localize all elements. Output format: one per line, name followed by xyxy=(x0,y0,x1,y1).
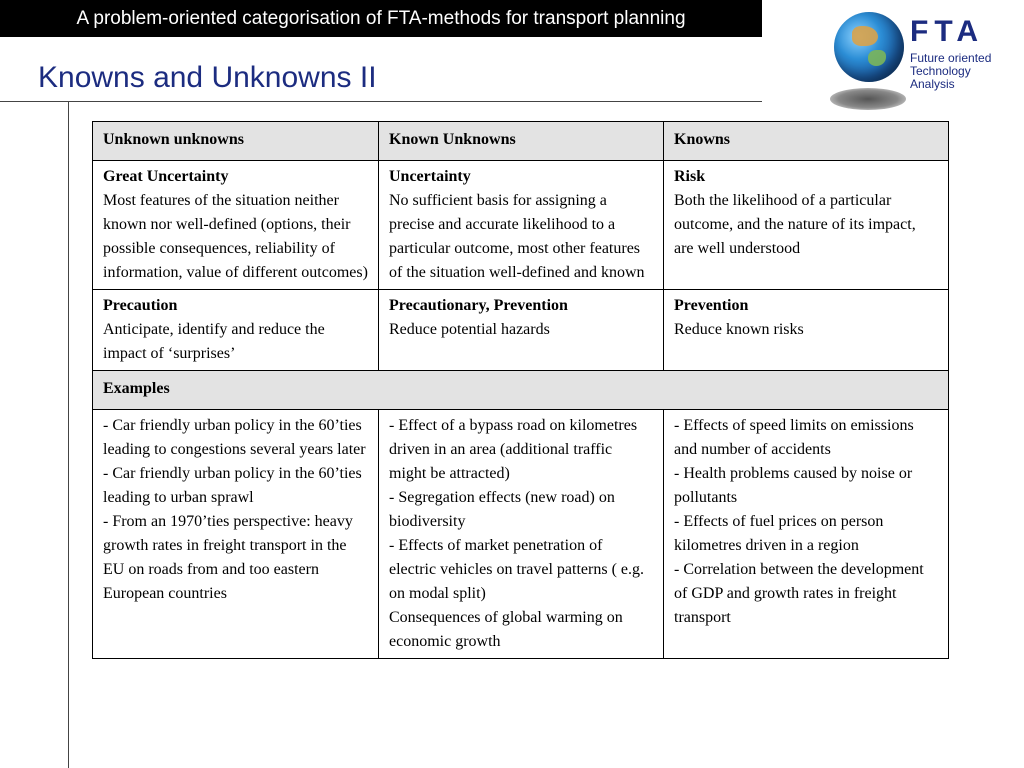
cell-title: Risk xyxy=(674,168,706,185)
example-item: Consequences of global warming on economic growth xyxy=(389,609,623,650)
title-divider-horizontal xyxy=(0,101,762,102)
example-item: - Segregation effects (new road) on biodiversity xyxy=(389,489,615,530)
categorisation-table xyxy=(92,121,949,659)
logo-line-2: Technology xyxy=(910,64,971,78)
cell-risk xyxy=(664,161,949,290)
cell-great-uncertainty xyxy=(93,161,379,290)
cell-title: Uncertainty xyxy=(389,168,471,185)
cell-text: Both the likelihood of a particular outcome, and the nature of its impact, are well understood xyxy=(674,192,916,257)
cell-examples-knowns xyxy=(664,410,949,659)
table-row-definition xyxy=(93,161,949,290)
logo-subtitle xyxy=(910,52,991,91)
example-item: - Health problems caused by noise or pollutants xyxy=(674,465,913,506)
cell-text: Anticipate, identify and reduce the impact of ‘surprises’ xyxy=(103,321,325,362)
example-item: - Correlation between the development of GDP and growth rates in freight transport xyxy=(674,561,924,626)
fta-logo xyxy=(826,10,1016,115)
cell-title: Great Uncertainty xyxy=(103,168,229,185)
example-item: - Effects of speed limits on emissions and number of accidents xyxy=(674,417,914,458)
globe-icon xyxy=(834,12,904,82)
header-unknown-unknowns: Unknown unknowns xyxy=(93,122,379,161)
cell-precaution xyxy=(93,290,379,371)
cell-text: Reduce known risks xyxy=(674,321,804,338)
table-header-row xyxy=(93,122,949,161)
header-knowns: Knowns xyxy=(664,122,949,161)
cell-title: Prevention xyxy=(674,297,749,314)
logo-line-3: Analysis xyxy=(910,77,955,91)
example-item: - Effects of market penetration of electric vehicles on travel patterns ( e.g. on modal split) xyxy=(389,537,644,602)
left-divider-vertical xyxy=(68,101,69,768)
cell-title: Precaution xyxy=(103,297,178,314)
cell-text: Most features of the situation neither known nor well-defined (options, their possible consequences, reliability of information, value of different outcomes) xyxy=(103,192,368,281)
cell-examples-unknown-unknowns xyxy=(93,410,379,659)
logo-line-1: Future oriented xyxy=(910,51,992,65)
cell-title: Precautionary, Prevention xyxy=(389,297,568,314)
cell-precautionary-prevention xyxy=(379,290,664,371)
header-known-unknowns: Known Unknowns xyxy=(379,122,664,161)
logo-letters: FTA xyxy=(910,15,985,48)
cell-uncertainty xyxy=(379,161,664,290)
example-item: - Car friendly urban policy in the 60’ties leading to urban sprawl xyxy=(103,465,362,506)
example-item: - Effect of a bypass road on kilometres driven in an area (additional traffic might be attracted) xyxy=(389,417,638,482)
slide-title: Knowns and Unknowns II xyxy=(38,61,377,94)
cell-text: No sufficient basis for assigning a precise and accurate likelihood to a particular outcome, most other features of the situation well-defined and known xyxy=(389,192,645,281)
table-row-approach xyxy=(93,290,949,371)
top-banner: A problem-oriented categorisation of FTA-methods for transport planning xyxy=(0,0,762,37)
cell-prevention xyxy=(664,290,949,371)
table-examples-header-row xyxy=(93,371,949,410)
cell-examples-known-unknowns xyxy=(379,410,664,659)
cell-text: Reduce potential hazards xyxy=(389,321,550,338)
examples-header: Examples xyxy=(93,371,949,410)
example-item: - Effects of fuel prices on person kilometres driven in a region xyxy=(674,513,884,554)
table-row-examples xyxy=(93,410,949,659)
globe-shadow xyxy=(830,88,906,110)
example-item: - Car friendly urban policy in the 60’ties leading to congestions several years later xyxy=(103,417,366,458)
example-item: - From an 1970’ties perspective: heavy growth rates in freight transport in the EU on roads from and too eastern European countries xyxy=(103,513,353,602)
